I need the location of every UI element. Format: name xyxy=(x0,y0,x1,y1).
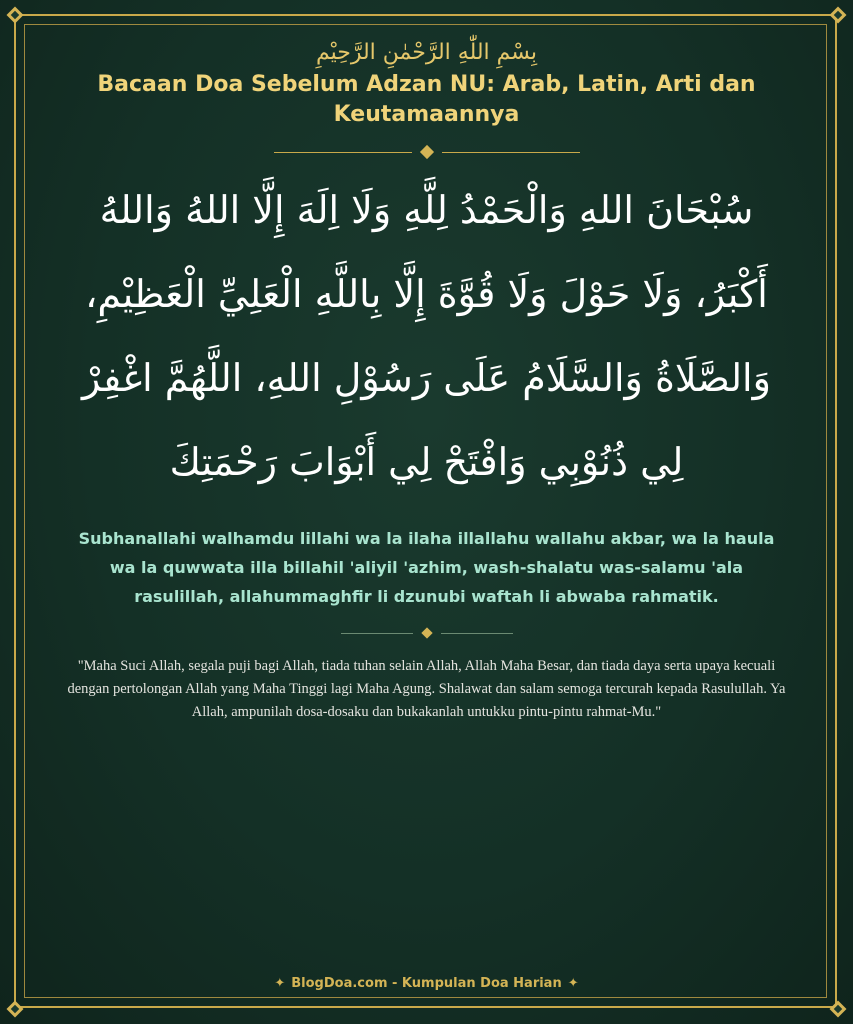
diamond-ornament-icon xyxy=(419,145,433,159)
latin-divider xyxy=(40,623,813,643)
divider-line-right xyxy=(442,152,580,153)
star-icon: ✦ xyxy=(567,976,579,991)
doa-translation-text: "Maha Suci Allah, segala puji bagi Allah, tiada tuhan selain Allah, Allah Maha Besar, dan tiada daya serta upaya kecuali dengan pertolongan Allah yang Maha Tinggi lagi Maha Agung. Shalawat dan salam semoga tercurah kepada Rasulullah. Ya Allah, ampunilah dosa-dosaku dan bukakanlah untukku pintu-pintu rahmat-Mu." xyxy=(67,658,786,720)
bismillah-text: بِسْمِ اللّٰهِ الرَّحْمٰنِ الرَّحِيْمِ xyxy=(315,40,538,65)
divider-line-right xyxy=(441,633,513,634)
footer-text: BlogDoa.com - Kumpulan Doa Harian xyxy=(291,976,562,991)
title-divider xyxy=(40,142,813,162)
diamond-ornament-icon xyxy=(421,627,432,638)
doa-latin-text: Subhanallahi walhamdu lillahi wa la ilaha illallahu wallahu akbar, wa la haula wa la quwwata illa billahil 'aliyil 'azhim, wash-shalatu was-salamu 'ala rasulillah, allahummaghfir li dzunubi waftah li abwaba rahmatik. xyxy=(78,529,775,606)
page-title: Bacaan Doa Sebelum Adzan NU: Arab, Latin, Arti dan Keutamaannya xyxy=(97,72,756,127)
main-content xyxy=(40,30,813,724)
star-icon: ✦ xyxy=(274,976,286,991)
divider-line-left xyxy=(341,633,413,634)
divider-line-left xyxy=(274,152,412,153)
doa-arabic-text: سُبْحَانَ اللهِ وَالْحَمْدُ لِلَّهِ وَلَا اِلَهَ إِلَّا اللهُ وَاللهُ أَكْبَرُ، وَلَا حَوْلَ وَلَا قُوَّةَ إِلَّا بِاللَّهِ الْعَلِيِّ الْعَظِيْمِ، وَالصَّلَاةُ وَالسَّلَامُ عَلَى رَسُوْلِ اللهِ، اللَّهُمَّ اغْفِرْ لِي ذُنُوْبِي وَافْتَحْ لِي أَبْوَابَ رَحْمَتِكَ xyxy=(82,188,771,484)
footer-credit xyxy=(0,976,853,991)
